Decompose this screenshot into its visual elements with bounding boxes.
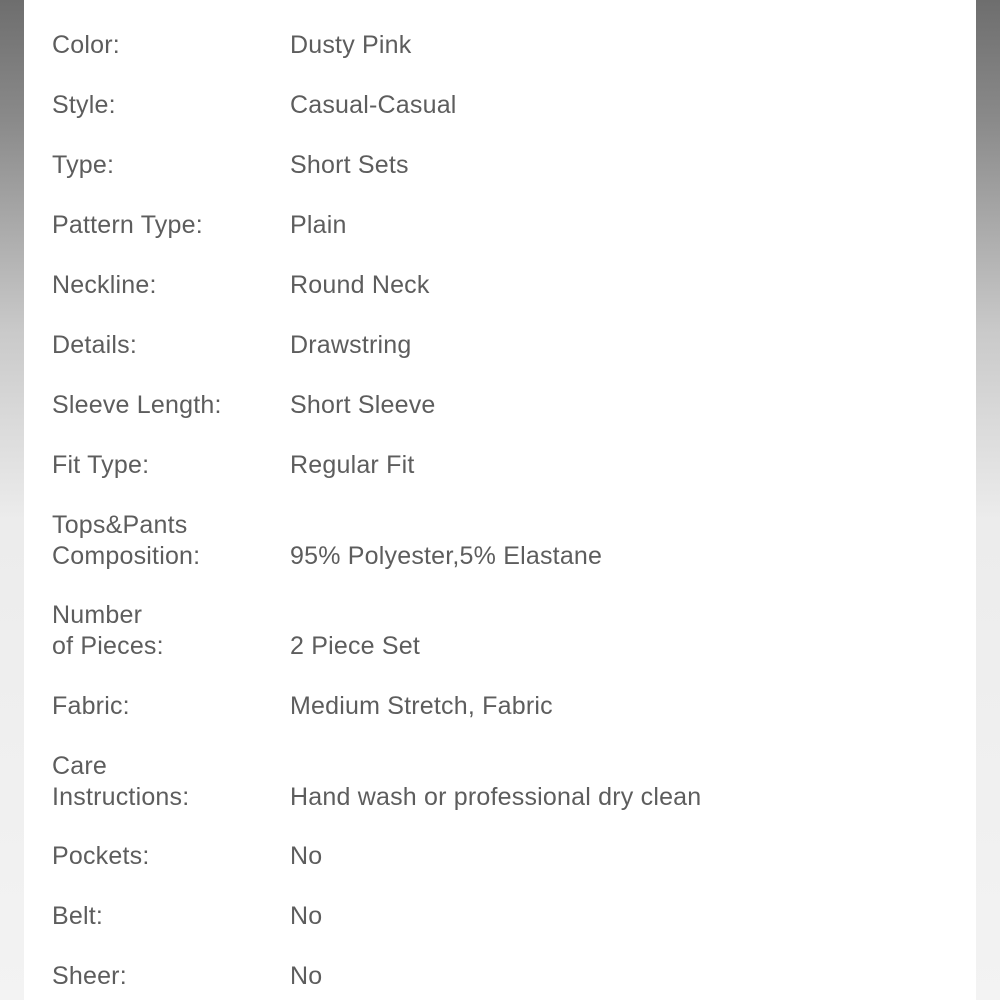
spec-row-care-instructions [52,751,952,813]
spec-label: Fit Type: [52,451,150,479]
spec-value: Regular Fit [290,451,415,479]
spec-label: Pattern Type: [52,211,203,239]
spec-value: Short Sleeve [290,391,436,419]
spec-label: Style: [52,91,116,119]
spec-label: Neckline: [52,271,157,299]
spec-value: No [290,962,323,990]
spec-value: Medium Stretch, Fabric [290,692,553,720]
spec-label: Details: [52,331,137,359]
spec-value: Plain [290,211,347,239]
spec-label: Color: [52,31,120,59]
spec-value: Round Neck [290,271,430,299]
spec-row-neckline [52,270,952,301]
spec-label: Sheer: [52,962,127,990]
spec-value: 95% Polyester,5% Elastane [290,542,603,570]
spec-value: 2 Piece Set [290,632,421,660]
spec-row-details [52,330,952,361]
spec-row-pattern-type [52,210,952,241]
spec-row-sheer [52,961,952,992]
product-details-panel [24,0,976,1000]
spec-row-fabric [52,691,952,722]
spec-value: No [290,902,323,930]
spec-value: Short Sets [290,151,409,179]
spec-row-belt [52,901,952,932]
spec-label: Care Instructions: [52,752,190,811]
spec-label: Belt: [52,902,104,930]
spec-value: No [290,842,323,870]
spec-row-sleeve-length [52,390,952,421]
spec-label: Fabric: [52,692,130,720]
spec-value: Drawstring [290,331,412,359]
spec-label: Type: [52,151,115,179]
spec-row-number-of-pieces [52,600,952,662]
spec-row-fit-type [52,450,952,481]
spec-row-pockets [52,841,952,872]
spec-row-type [52,150,952,181]
spec-value: Casual-Casual [290,91,457,119]
spec-value: Hand wash or professional dry clean [290,783,702,811]
spec-row-style [52,90,952,121]
spec-label: Number of Pieces: [52,601,164,660]
spec-value: Dusty Pink [290,31,412,59]
spec-row-color [52,30,952,61]
spec-row-composition [52,510,952,572]
spec-label: Pockets: [52,842,150,870]
spec-label: Sleeve Length: [52,391,222,419]
spec-label: Tops&Pants Composition: [52,511,201,570]
